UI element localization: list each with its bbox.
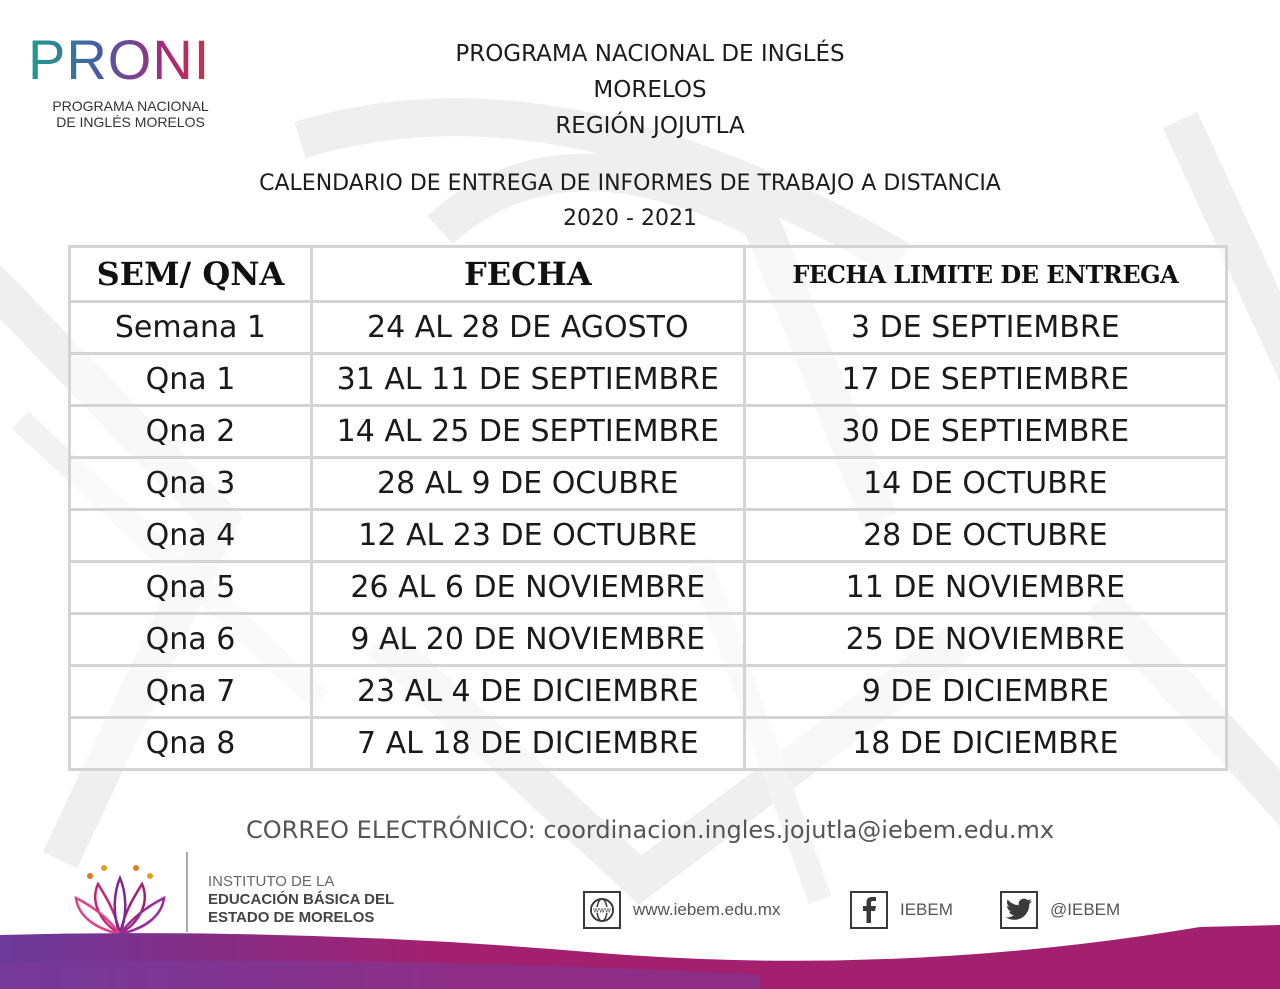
header-sem-qna: SEM/ QNA — [70, 247, 312, 302]
institute-line-3: ESTADO DE MORELOS — [208, 909, 375, 926]
cell-deadline: 3 DE SEPTIEMBRE — [744, 302, 1226, 354]
twitter-text: @IEBEM — [1050, 900, 1121, 919]
proni-logo-word: PRONI — [28, 30, 238, 90]
contact-email-line — [246, 816, 1054, 844]
cell-date-range: 26 AL 6 DE NOVIEMBRE — [311, 562, 744, 614]
header-line-3: REGIÓN JOJUTLA — [555, 113, 745, 139]
cell-period: Qna 3 — [70, 458, 312, 510]
cell-period: Qna 6 — [70, 614, 312, 666]
proni-logo — [28, 30, 238, 130]
proni-logo-subtitle: PROGRAMA NACIONAL DE INGLÉS MORELOS — [52, 98, 209, 130]
cell-date-range: 31 AL 11 DE SEPTIEMBRE — [311, 354, 744, 406]
cell-deadline: 9 DE DICIEMBRE — [744, 666, 1226, 718]
institute-line-1: INSTITUTO DE LA — [208, 873, 335, 890]
cell-date-range: 9 AL 20 DE NOVIEMBRE — [311, 614, 744, 666]
header-fecha-limite: FECHA LIMITE DE ENTREGA — [744, 247, 1226, 302]
cell-date-range: 12 AL 23 DE OCTUBRE — [311, 510, 744, 562]
globe-www-icon — [583, 891, 621, 929]
cell-period: Qna 8 — [70, 718, 312, 770]
cell-period: Qna 2 — [70, 406, 312, 458]
cell-period: Qna 5 — [70, 562, 312, 614]
cell-deadline: 30 DE SEPTIEMBRE — [744, 406, 1226, 458]
cell-date-range: 7 AL 18 DE DICIEMBRE — [311, 718, 744, 770]
cell-deadline: 14 DE OCTUBRE — [744, 458, 1226, 510]
header-line-2: MORELOS — [593, 77, 707, 103]
document-title — [160, 166, 1100, 236]
facebook-icon — [850, 891, 888, 929]
table-row — [70, 406, 1227, 458]
program-header — [380, 36, 920, 144]
cell-deadline: 18 DE DICIEMBRE — [744, 718, 1226, 770]
institute-name — [208, 873, 394, 927]
table-row — [70, 510, 1227, 562]
table-row — [70, 614, 1227, 666]
email-address-link[interactable]: coordinacion.ingles.jojutla@iebem.edu.mx — [543, 816, 1055, 844]
table-row — [70, 718, 1227, 770]
cell-deadline: 17 DE SEPTIEMBRE — [744, 354, 1226, 406]
cell-deadline: 11 DE NOVIEMBRE — [744, 562, 1226, 614]
website-text: www.iebem.edu.mx — [633, 900, 781, 919]
title-line-2: 2020 - 2021 — [563, 206, 697, 231]
cell-period: Semana 1 — [70, 302, 312, 354]
cell-period: Qna 7 — [70, 666, 312, 718]
table-row — [70, 354, 1227, 406]
cell-period: Qna 1 — [70, 354, 312, 406]
cell-period: Qna 4 — [70, 510, 312, 562]
table-header-row — [70, 247, 1227, 302]
svg-text:WWW: WWW — [593, 907, 611, 915]
delivery-schedule-table — [68, 245, 1228, 771]
table-row — [70, 562, 1227, 614]
footer-divider — [186, 852, 188, 932]
cell-date-range: 23 AL 4 DE DICIEMBRE — [311, 666, 744, 718]
table-row — [70, 666, 1227, 718]
table-row — [70, 458, 1227, 510]
cell-date-range: 14 AL 25 DE SEPTIEMBRE — [311, 406, 744, 458]
institute-line-2: EDUCACIÓN BÁSICA DEL — [208, 891, 395, 908]
facebook-text: IEBEM — [900, 900, 953, 919]
footer-color-band — [0, 925, 1280, 989]
twitter-icon — [1000, 891, 1038, 929]
email-label: CORREO ELECTRÓNICO: — [246, 816, 536, 844]
cell-date-range: 24 AL 28 DE AGOSTO — [311, 302, 744, 354]
header-line-1: PROGRAMA NACIONAL DE INGLÉS — [455, 41, 845, 67]
cell-deadline: 28 DE OCTUBRE — [744, 510, 1226, 562]
cell-deadline: 25 DE NOVIEMBRE — [744, 614, 1226, 666]
title-line-1: CALENDARIO DE ENTREGA DE INFORMES DE TRABAJO A DISTANCIA — [259, 171, 1001, 196]
cell-date-range: 28 AL 9 DE OCUBRE — [311, 458, 744, 510]
table-row — [70, 302, 1227, 354]
header-fecha: FECHA — [311, 247, 744, 302]
